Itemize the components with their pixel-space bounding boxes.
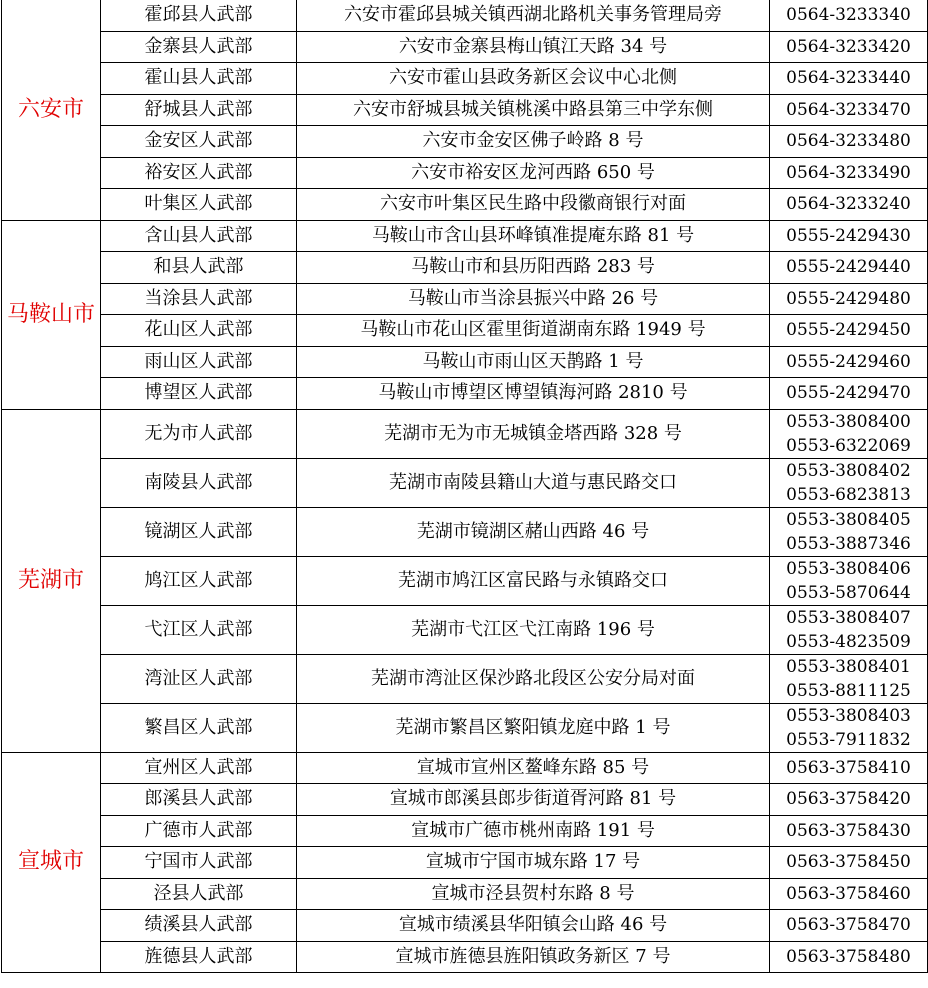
phone-number: 0555-2429450 bbox=[786, 320, 911, 341]
table-body bbox=[2, 0, 928, 973]
phone-number: 0553-3808403 bbox=[786, 705, 911, 726]
department-name: 含山县人武部 bbox=[101, 220, 297, 252]
address: 宣城市郎溪县郎步街道胥河路 81 号 bbox=[297, 784, 770, 816]
department-name: 花山区人武部 bbox=[101, 315, 297, 347]
department-name: 博望区人武部 bbox=[101, 378, 297, 410]
department-name: 和县人武部 bbox=[101, 252, 297, 284]
table-row bbox=[2, 126, 928, 158]
address: 宣城市泾县贺村东路 8 号 bbox=[297, 878, 770, 910]
phone-number: 0553-3808407 bbox=[786, 607, 911, 628]
department-name: 雨山区人武部 bbox=[101, 346, 297, 378]
department-name: 繁昌区人武部 bbox=[101, 703, 297, 752]
phone-cell bbox=[770, 220, 928, 252]
phone-number: 0553-8811125 bbox=[786, 680, 911, 701]
phone-number: 0563-3758480 bbox=[786, 946, 911, 967]
department-name: 舒城县人武部 bbox=[101, 94, 297, 126]
phone-number: 0553-4823509 bbox=[786, 631, 911, 652]
military-office-contact-table bbox=[1, 0, 928, 973]
phone-number: 0563-3758460 bbox=[786, 883, 911, 904]
address: 宣城市旌德县旌阳镇政务新区 7 号 bbox=[297, 941, 770, 973]
table-row bbox=[2, 654, 928, 703]
city-name: 马鞍山市 bbox=[2, 220, 101, 409]
address: 宣城市广德市桃州南路 191 号 bbox=[297, 815, 770, 847]
department-name: 金安区人武部 bbox=[101, 126, 297, 158]
department-name: 郎溪县人武部 bbox=[101, 784, 297, 816]
phone-number: 0553-3808402 bbox=[786, 460, 911, 481]
phone-cell bbox=[770, 346, 928, 378]
phone-cell bbox=[770, 654, 928, 703]
address: 六安市霍邱县城关镇西湖北路机关事务管理局旁 bbox=[297, 0, 770, 31]
phone-number: 0564-3233440 bbox=[786, 68, 911, 89]
phone-cell bbox=[770, 847, 928, 879]
phone-cell bbox=[770, 31, 928, 63]
phone-cell bbox=[770, 556, 928, 605]
address: 六安市叶集区民生路中段徽商银行对面 bbox=[297, 189, 770, 221]
phone-number: 0553-7911832 bbox=[786, 729, 911, 750]
table-row bbox=[2, 507, 928, 556]
phone-cell bbox=[770, 910, 928, 942]
table-row bbox=[2, 378, 928, 410]
address: 六安市金寨县梅山镇江天路 34 号 bbox=[297, 31, 770, 63]
phone-number: 0553-3887346 bbox=[786, 533, 911, 554]
table-row bbox=[2, 941, 928, 973]
table-row bbox=[2, 847, 928, 879]
phone-cell bbox=[770, 157, 928, 189]
phone-cell bbox=[770, 458, 928, 507]
phone-cell bbox=[770, 784, 928, 816]
phone-cell bbox=[770, 605, 928, 654]
department-name: 广德市人武部 bbox=[101, 815, 297, 847]
table-row bbox=[2, 752, 928, 784]
phone-number: 0553-3808400 bbox=[786, 411, 911, 432]
department-name: 金寨县人武部 bbox=[101, 31, 297, 63]
phone-number: 0564-3233480 bbox=[786, 131, 911, 152]
department-name: 霍山县人武部 bbox=[101, 63, 297, 95]
phone-cell bbox=[770, 507, 928, 556]
phone-cell bbox=[770, 0, 928, 31]
phone-number: 0555-2429430 bbox=[786, 225, 911, 246]
phone-cell bbox=[770, 752, 928, 784]
address: 马鞍山市雨山区天鹊路 1 号 bbox=[297, 346, 770, 378]
phone-number: 0555-2429480 bbox=[786, 288, 911, 309]
department-name: 当涂县人武部 bbox=[101, 283, 297, 315]
city-name: 宣城市 bbox=[2, 752, 101, 973]
address: 芜湖市湾沚区保沙路北段区公安分局对面 bbox=[297, 654, 770, 703]
phone-cell bbox=[770, 63, 928, 95]
phone-number: 0553-6823813 bbox=[786, 484, 911, 505]
department-name: 叶集区人武部 bbox=[101, 189, 297, 221]
department-name: 南陵县人武部 bbox=[101, 458, 297, 507]
phone-cell bbox=[770, 378, 928, 410]
phone-cell bbox=[770, 126, 928, 158]
address: 六安市金安区佛子岭路 8 号 bbox=[297, 126, 770, 158]
phone-cell bbox=[770, 315, 928, 347]
city-name: 芜湖市 bbox=[2, 409, 101, 752]
phone-cell bbox=[770, 878, 928, 910]
table-row bbox=[2, 346, 928, 378]
phone-number: 0555-2429440 bbox=[786, 257, 911, 278]
table-row bbox=[2, 703, 928, 752]
address: 马鞍山市当涂县振兴中路 26 号 bbox=[297, 283, 770, 315]
phone-number: 0563-3758470 bbox=[786, 915, 911, 936]
phone-number: 0564-3233240 bbox=[786, 194, 911, 215]
address: 六安市舒城县城关镇桃溪中路县第三中学东侧 bbox=[297, 94, 770, 126]
address: 六安市裕安区龙河西路 650 号 bbox=[297, 157, 770, 189]
address: 马鞍山市花山区霍里街道湖南东路 1949 号 bbox=[297, 315, 770, 347]
address: 宣城市宁国市城东路 17 号 bbox=[297, 847, 770, 879]
department-name: 裕安区人武部 bbox=[101, 157, 297, 189]
department-name: 鸠江区人武部 bbox=[101, 556, 297, 605]
address: 芜湖市南陵县籍山大道与惠民路交口 bbox=[297, 458, 770, 507]
table-row bbox=[2, 220, 928, 252]
phone-number: 0564-3233420 bbox=[786, 36, 911, 57]
phone-cell bbox=[770, 94, 928, 126]
department-name: 旌德县人武部 bbox=[101, 941, 297, 973]
address: 宣城市绩溪县华阳镇会山路 46 号 bbox=[297, 910, 770, 942]
address: 芜湖市鸠江区富民路与永镇路交口 bbox=[297, 556, 770, 605]
phone-number: 0563-3758430 bbox=[786, 820, 911, 841]
department-name: 无为市人武部 bbox=[101, 409, 297, 458]
city-name: 六安市 bbox=[2, 0, 101, 220]
department-name: 镜湖区人武部 bbox=[101, 507, 297, 556]
phone-number: 0555-2429470 bbox=[786, 383, 911, 404]
department-name: 宣州区人武部 bbox=[101, 752, 297, 784]
address: 芜湖市无为市无城镇金塔西路 328 号 bbox=[297, 409, 770, 458]
table-row bbox=[2, 189, 928, 221]
address: 马鞍山市博望区博望镇海河路 2810 号 bbox=[297, 378, 770, 410]
table-row bbox=[2, 283, 928, 315]
department-name: 湾沚区人武部 bbox=[101, 654, 297, 703]
phone-cell bbox=[770, 703, 928, 752]
department-name: 绩溪县人武部 bbox=[101, 910, 297, 942]
address: 宣城市宣州区鳌峰东路 85 号 bbox=[297, 752, 770, 784]
department-name: 弋江区人武部 bbox=[101, 605, 297, 654]
phone-number: 0553-5870644 bbox=[786, 582, 911, 603]
phone-number: 0563-3758420 bbox=[786, 789, 911, 810]
phone-number: 0563-3758450 bbox=[786, 852, 911, 873]
table-row bbox=[2, 458, 928, 507]
phone-number: 0553-6322069 bbox=[786, 435, 911, 456]
department-name: 宁国市人武部 bbox=[101, 847, 297, 879]
phone-number: 0564-3233470 bbox=[786, 99, 911, 120]
address: 芜湖市镜湖区赭山西路 46 号 bbox=[297, 507, 770, 556]
table-row bbox=[2, 31, 928, 63]
address: 马鞍山市含山县环峰镇准提庵东路 81 号 bbox=[297, 220, 770, 252]
table-row bbox=[2, 605, 928, 654]
phone-number: 0553-3808401 bbox=[786, 656, 911, 677]
table-row bbox=[2, 157, 928, 189]
table-row bbox=[2, 910, 928, 942]
address: 芜湖市繁昌区繁阳镇龙庭中路 1 号 bbox=[297, 703, 770, 752]
phone-number: 0564-3233340 bbox=[786, 5, 911, 26]
table-row bbox=[2, 878, 928, 910]
phone-cell bbox=[770, 409, 928, 458]
phone-cell bbox=[770, 941, 928, 973]
table-row bbox=[2, 556, 928, 605]
table-row bbox=[2, 63, 928, 95]
phone-cell bbox=[770, 252, 928, 284]
table-row bbox=[2, 252, 928, 284]
phone-number: 0553-3808406 bbox=[786, 558, 911, 579]
phone-number: 0553-3808405 bbox=[786, 509, 911, 530]
address: 六安市霍山县政务新区会议中心北侧 bbox=[297, 63, 770, 95]
phone-cell bbox=[770, 283, 928, 315]
phone-cell bbox=[770, 815, 928, 847]
table-row bbox=[2, 784, 928, 816]
address: 芜湖市弋江区弋江南路 196 号 bbox=[297, 605, 770, 654]
department-name: 霍邱县人武部 bbox=[101, 0, 297, 31]
table-row bbox=[2, 0, 928, 31]
phone-number: 0555-2429460 bbox=[786, 351, 911, 372]
table-row bbox=[2, 409, 928, 458]
table-row bbox=[2, 315, 928, 347]
table-row bbox=[2, 94, 928, 126]
table-row bbox=[2, 815, 928, 847]
department-name: 泾县人武部 bbox=[101, 878, 297, 910]
phone-number: 0564-3233490 bbox=[786, 162, 911, 183]
phone-number: 0563-3758410 bbox=[786, 757, 911, 778]
phone-cell bbox=[770, 189, 928, 221]
address: 马鞍山市和县历阳西路 283 号 bbox=[297, 252, 770, 284]
